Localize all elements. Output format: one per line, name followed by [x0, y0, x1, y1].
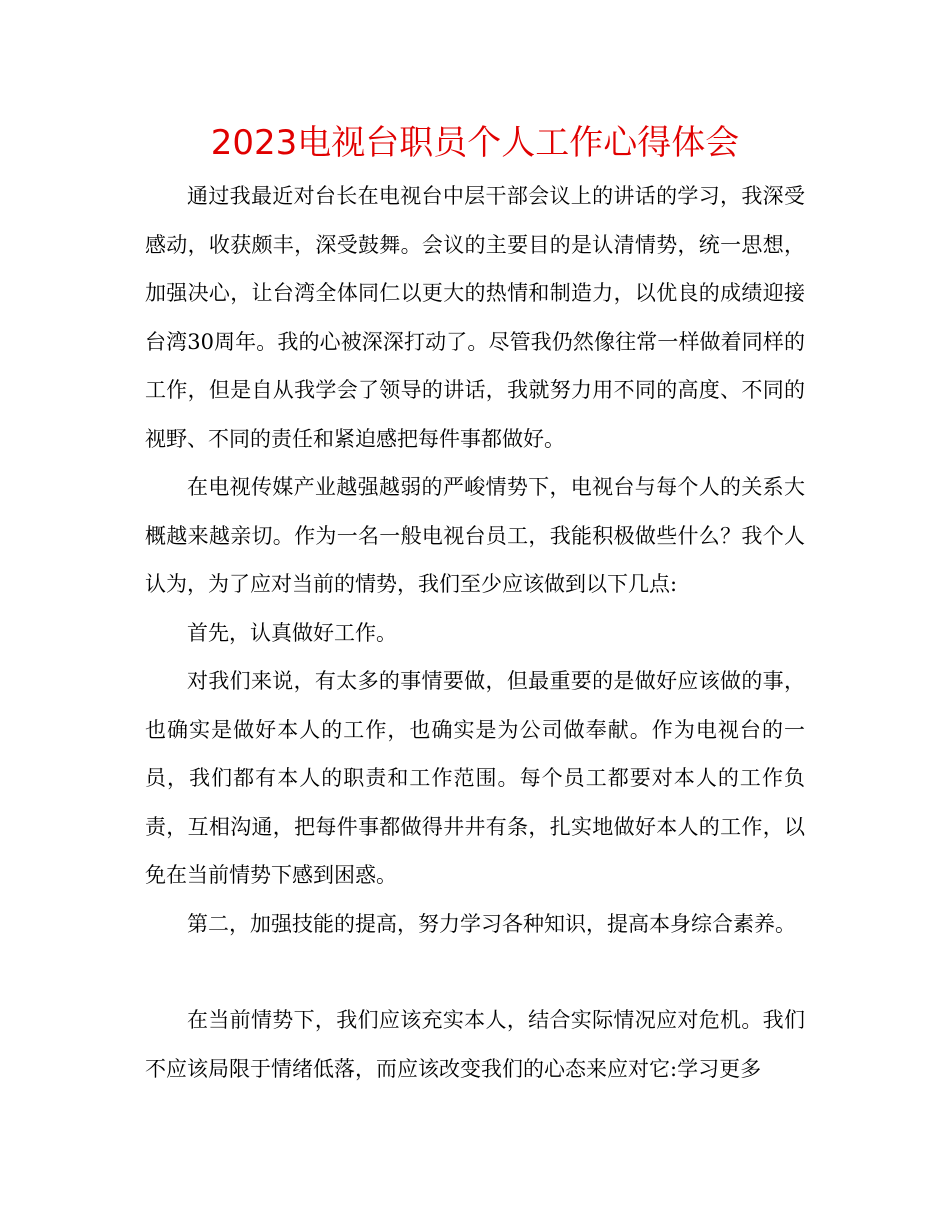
paragraph-5: 第二，加强技能的提高，努力学习各种知识，提高本身综合素养。 — [187, 911, 796, 936]
paragraph-1: 通过我最近对台长在电视台中层干部会议上的讲话的学习，我深受感动，收获颇丰，深受鼓舞。会议的主要目的是认清情势，统一思想，加强决心，让台湾全体同仁以更大的热情和制造力，以优良的成绩迎接台湾30周年。我的心被深深打动了。尽管我仍然像往常一样做着同样的工作，但是自从我学会了领导的讲话，我就努力用不同的高度、不同的视野、不同的责任和紧迫感把每件事都做好。 — [145, 184, 805, 451]
paragraph-2: 在电视传媒产业越强越弱的严峻情势下，电视台与每个人的关系大概越来越亲切。作为一名一般电视台员工，我能积极做些什么？我个人认为，为了应对当前的情势，我们至少应该做到以下几点: — [145, 475, 805, 596]
document-title: 2023电视台职员个人工作心得体会 — [210, 123, 740, 163]
paragraph-6: 在当前情势下，我们应该充实本人，结合实际情况应对危机。我们不应该局限于情绪低落，而应该改变我们的心态来应对它:学习更多 — [145, 1008, 805, 1081]
document-body — [145, 172, 805, 1093]
paragraph-3: 首先，认真做好工作。 — [187, 620, 397, 645]
paragraph-4: 对我们来说，有太多的事情要做，但最重要的是做好应该做的事，也确实是做好本人的工作，也确实是为公司做奉献。作为电视台的一员，我们都有本人的职责和工作范围。每个员工都要对本人的工作负责，互相沟通，把每件事都做得井井有条，扎实地做好本人的工作，以免在当前情势下感到困惑。 — [145, 669, 805, 887]
